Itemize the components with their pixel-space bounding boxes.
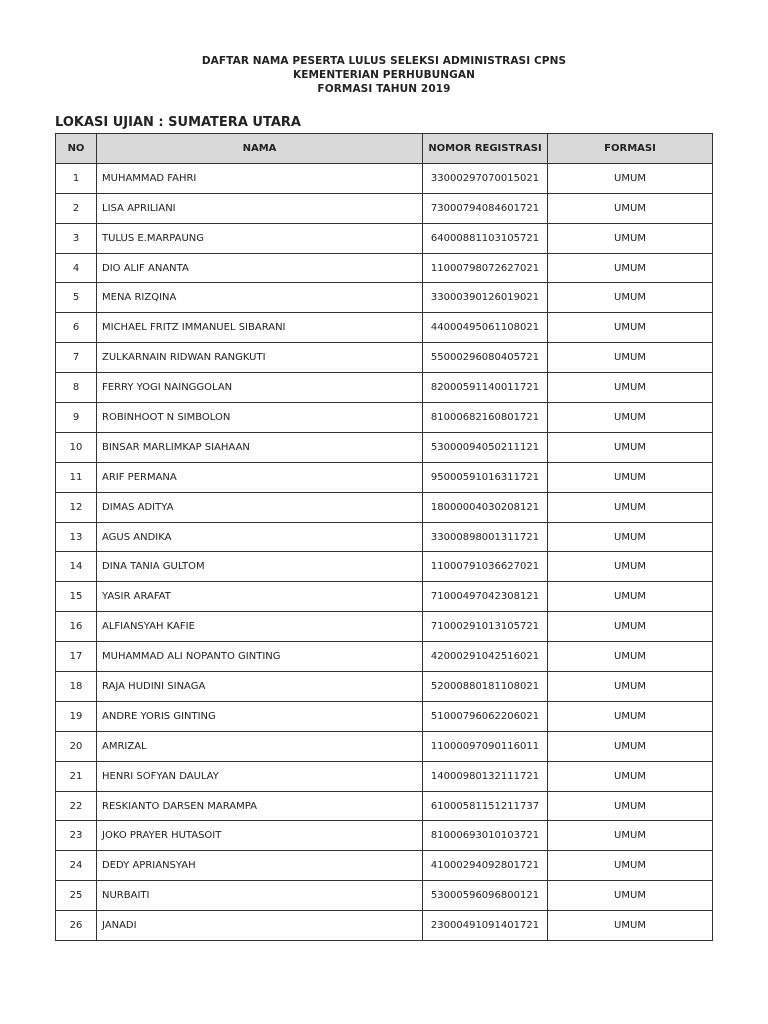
- registration-number: 42000291042516021: [423, 642, 548, 672]
- row-number: 10: [56, 432, 97, 462]
- participant-name: HENRI SOFYAN DAULAY: [97, 761, 423, 791]
- row-number: 13: [56, 522, 97, 552]
- formation: UMUM: [548, 761, 713, 791]
- registration-number: 44000495061108021: [423, 313, 548, 343]
- formation: UMUM: [548, 582, 713, 612]
- participant-name: ANDRE YORIS GINTING: [97, 701, 423, 731]
- table-row: [56, 492, 713, 522]
- table-row: [56, 432, 713, 462]
- row-number: 19: [56, 701, 97, 731]
- registration-number: 33000390126019021: [423, 283, 548, 313]
- formation: UMUM: [548, 223, 713, 253]
- table-row: [56, 313, 713, 343]
- header-title: DAFTAR NAMA PESERTA LULUS SELEKSI ADMINISTRASI CPNS: [201, 55, 567, 67]
- row-number: 24: [56, 851, 97, 881]
- participant-table: [55, 133, 713, 941]
- table-row: [56, 881, 713, 911]
- registration-number: 33000898001311721: [423, 522, 548, 552]
- registration-number: 64000881103105721: [423, 223, 548, 253]
- table-row: [56, 193, 713, 223]
- row-number: 8: [56, 373, 97, 403]
- registration-number: 52000880181108021: [423, 672, 548, 702]
- participant-name: RAJA HUDINI SINAGA: [97, 672, 423, 702]
- registration-number: 14000980132111721: [423, 761, 548, 791]
- participant-name: TULUS E.MARPAUNG: [97, 223, 423, 253]
- registration-number: 55000296080405721: [423, 343, 548, 373]
- row-number: 12: [56, 492, 97, 522]
- participant-name: AMRIZAL: [97, 731, 423, 761]
- table-row: [56, 791, 713, 821]
- participant-name: DIO ALIF ANANTA: [97, 253, 423, 283]
- registration-number: 41000294092801721: [423, 851, 548, 881]
- table-row: [56, 851, 713, 881]
- exam-location: LOKASI UJIAN : SUMATERA UTARA: [55, 115, 301, 130]
- participant-name: DINA TANIA GULTOM: [97, 552, 423, 582]
- registration-number: 53000094050211121: [423, 432, 548, 462]
- row-number: 9: [56, 403, 97, 433]
- table-row: [56, 821, 713, 851]
- table-row: [56, 223, 713, 253]
- participant-name: FERRY YOGI NAINGGOLAN: [97, 373, 423, 403]
- row-number: 11: [56, 462, 97, 492]
- registration-number: 71000291013105721: [423, 612, 548, 642]
- formation: UMUM: [548, 552, 713, 582]
- row-number: 16: [56, 612, 97, 642]
- formation: UMUM: [548, 911, 713, 941]
- table-row: [56, 672, 713, 702]
- registration-number: 11000798072627021: [423, 253, 548, 283]
- table-body: [56, 163, 713, 940]
- table-row: [56, 373, 713, 403]
- row-number: 22: [56, 791, 97, 821]
- formation: UMUM: [548, 672, 713, 702]
- registration-number: 81000682160801721: [423, 403, 548, 433]
- row-number: 6: [56, 313, 97, 343]
- table-row: [56, 522, 713, 552]
- participant-name: MUHAMMAD FAHRI: [97, 163, 423, 193]
- row-number: 1: [56, 163, 97, 193]
- formation: UMUM: [548, 701, 713, 731]
- table-row: [56, 731, 713, 761]
- table-row: [56, 911, 713, 941]
- document-header: [0, 54, 768, 96]
- registration-number: 11000791036627021: [423, 552, 548, 582]
- formation: UMUM: [548, 612, 713, 642]
- row-number: 17: [56, 642, 97, 672]
- column-header-no: NO: [56, 134, 97, 164]
- participant-name: LISA APRILIANI: [97, 193, 423, 223]
- table-row: [56, 403, 713, 433]
- table-header-row: [56, 134, 713, 164]
- formation: UMUM: [548, 821, 713, 851]
- formation: UMUM: [548, 403, 713, 433]
- table-row: [56, 612, 713, 642]
- row-number: 14: [56, 552, 97, 582]
- row-number: 25: [56, 881, 97, 911]
- registration-number: 53000596096800121: [423, 881, 548, 911]
- table-row: [56, 701, 713, 731]
- table-row: [56, 642, 713, 672]
- row-number: 18: [56, 672, 97, 702]
- formation: UMUM: [548, 642, 713, 672]
- table-row: [56, 283, 713, 313]
- participant-name: BINSAR MARLIMKAP SIAHAAN: [97, 432, 423, 462]
- registration-number: 18000004030208121: [423, 492, 548, 522]
- formation: UMUM: [548, 283, 713, 313]
- participant-name: MICHAEL FRITZ IMMANUEL SIBARANI: [97, 313, 423, 343]
- table-row: [56, 163, 713, 193]
- formation: UMUM: [548, 731, 713, 761]
- row-number: 15: [56, 582, 97, 612]
- formation: UMUM: [548, 462, 713, 492]
- participant-name: YASIR ARAFAT: [97, 582, 423, 612]
- table-row: [56, 253, 713, 283]
- registration-number: 73000794084601721: [423, 193, 548, 223]
- participant-name: DEDY APRIANSYAH: [97, 851, 423, 881]
- registration-number: 61000581151211737: [423, 791, 548, 821]
- table-row: [56, 552, 713, 582]
- row-number: 4: [56, 253, 97, 283]
- participant-name: ZULKARNAIN RIDWAN RANGKUTI: [97, 343, 423, 373]
- participant-name: ARIF PERMANA: [97, 462, 423, 492]
- formation: UMUM: [548, 253, 713, 283]
- table-row: [56, 343, 713, 373]
- participant-name: RESKIANTO DARSEN MARAMPA: [97, 791, 423, 821]
- header-ministry: KEMENTERIAN PERHUBUNGAN: [292, 69, 476, 81]
- row-number: 23: [56, 821, 97, 851]
- registration-number: 81000693010103721: [423, 821, 548, 851]
- row-number: 20: [56, 731, 97, 761]
- header-formation-year: FORMASI TAHUN 2019: [317, 83, 451, 95]
- participant-name: JOKO PRAYER HUTASOIT: [97, 821, 423, 851]
- formation: UMUM: [548, 791, 713, 821]
- formation: UMUM: [548, 313, 713, 343]
- participant-name: DIMAS ADITYA: [97, 492, 423, 522]
- registration-number: 95000591016311721: [423, 462, 548, 492]
- formation: UMUM: [548, 522, 713, 552]
- table-row: [56, 582, 713, 612]
- table-row: [56, 761, 713, 791]
- formation: UMUM: [548, 373, 713, 403]
- formation: UMUM: [548, 432, 713, 462]
- participant-name: MUHAMMAD ALI NOPANTO GINTING: [97, 642, 423, 672]
- column-header-nama: NAMA: [97, 134, 423, 164]
- formation: UMUM: [548, 851, 713, 881]
- row-number: 3: [56, 223, 97, 253]
- registration-number: 51000796062206021: [423, 701, 548, 731]
- formation: UMUM: [548, 881, 713, 911]
- participant-name: NURBAITI: [97, 881, 423, 911]
- row-number: 26: [56, 911, 97, 941]
- participant-name: ALFIANSYAH KAFIE: [97, 612, 423, 642]
- formation: UMUM: [548, 193, 713, 223]
- row-number: 2: [56, 193, 97, 223]
- formation: UMUM: [548, 492, 713, 522]
- registration-number: 33000297070015021: [423, 163, 548, 193]
- participant-name: MENA RIZQINA: [97, 283, 423, 313]
- row-number: 7: [56, 343, 97, 373]
- column-header-nomor-registrasi: NOMOR REGISTRASI: [423, 134, 548, 164]
- registration-number: 23000491091401721: [423, 911, 548, 941]
- table-row: [56, 462, 713, 492]
- registration-number: 11000097090116011: [423, 731, 548, 761]
- participant-name: ROBINHOOT N SIMBOLON: [97, 403, 423, 433]
- participant-name: AGUS ANDIKA: [97, 522, 423, 552]
- registration-number: 82000591140011721: [423, 373, 548, 403]
- row-number: 21: [56, 761, 97, 791]
- participant-name: JANADI: [97, 911, 423, 941]
- column-header-formasi: FORMASI: [548, 134, 713, 164]
- row-number: 5: [56, 283, 97, 313]
- formation: UMUM: [548, 163, 713, 193]
- registration-number: 71000497042308121: [423, 582, 548, 612]
- formation: UMUM: [548, 343, 713, 373]
